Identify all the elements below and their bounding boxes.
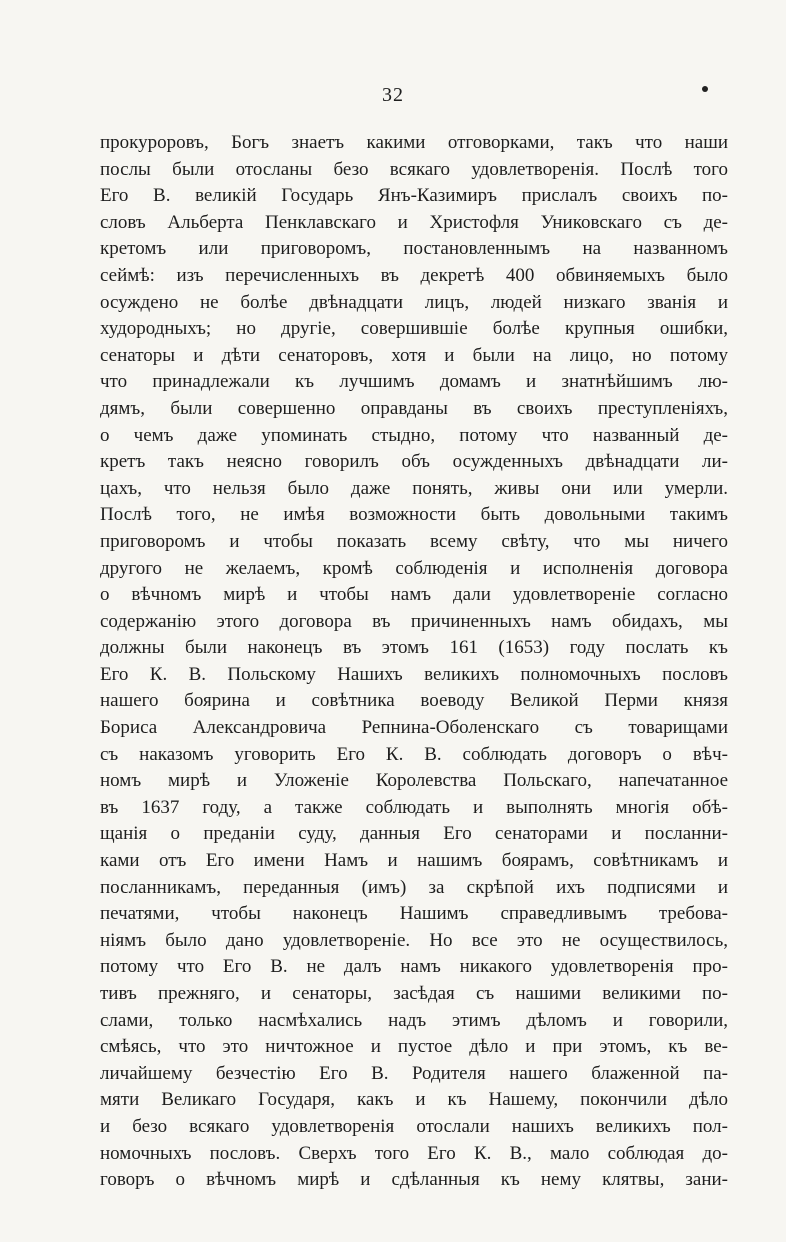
- text-line: другого не желаемъ, кромѣ соблюденія и исполненія договора: [100, 557, 728, 579]
- text-line: содержанію этого договора въ причиненныхъ намъ обидахъ, мы: [100, 610, 728, 632]
- text-line: щанія о преданіи суду, данныя Его сенаторами и посланни-: [100, 823, 728, 845]
- text-line: печатями, чтобы наконецъ Нашимъ справедливымъ требова-: [100, 903, 728, 925]
- text-line: посланникамъ, переданныя (имъ) за скрѣпой ихъ подписями и: [100, 876, 728, 898]
- body-text: [100, 130, 728, 1194]
- text-line: должны были наконецъ въ этомъ 161 (1653) году послать къ: [100, 637, 728, 659]
- text-line: сеймѣ: изъ перечисленныхъ въ декретѣ 400 обвиняемыхъ было: [100, 264, 728, 286]
- text-line: кретомъ или приговоромъ, постановленнымъ на названномъ: [100, 238, 728, 260]
- text-line: цахъ, что нельзя было даже понять, живы они или умерли.: [100, 477, 728, 499]
- text-line: слами, только насмѣхались надъ этимъ дѣломъ и говорили,: [100, 1009, 728, 1031]
- text-line: осуждено не болѣе двѣнадцати лицъ, людей низкаго званія и: [100, 291, 728, 313]
- text-line: нашего боярина и совѣтника воеводу Великой Перми князя: [100, 690, 728, 712]
- text-line: потому что Его В. не далъ намъ никакого удовлетворенія про-: [100, 956, 728, 978]
- text-line: кретъ такъ неясно говорилъ объ осужденныхъ двѣнадцати ли-: [100, 451, 728, 473]
- text-line: прокуроровъ, Богъ знаетъ какими отговорками, такъ что наши: [100, 132, 728, 153]
- text-line: о чемъ даже упоминать стыдно, потому что названный де-: [100, 424, 728, 446]
- text-line: въ 1637 году, а также соблюдать и выполнять многія обѣ-: [100, 796, 728, 818]
- text-line: и безо всякаго удовлетворенія отослали нашихъ великихъ пол-: [100, 1115, 728, 1137]
- text-line: мяти Великаго Государя, какъ и къ Нашему, покончили дѣло: [100, 1089, 728, 1111]
- text-line: личайшему безчестію Его В. Родителя нашего блаженной па-: [100, 1062, 728, 1084]
- text-line: что принадлежали къ лучшимъ домамъ и знатнѣйшимъ лю-: [100, 371, 728, 393]
- page-number: 32: [382, 84, 404, 106]
- text-line: говоръ о вѣчномъ мирѣ и сдѣланныя къ нему клятвы, зани-: [100, 1169, 728, 1191]
- text-line: дямъ, были совершенно оправданы въ своихъ преступленіяхъ,: [100, 397, 728, 419]
- text-line: смѣясь, что это ничтожное и пустое дѣло и при этомъ, къ ве-: [100, 1036, 728, 1058]
- text-line: Бориса Александровича Репнина-Оболенскаго съ товарищами: [100, 717, 728, 739]
- text-line: Его В. великій Государь Янъ-Казимиръ прислалъ своихъ по-: [100, 185, 728, 207]
- text-line: приговоромъ и чтобы показать всему свѣту, что мы ничего: [100, 530, 728, 552]
- text-line: сенаторы и дѣти сенаторовъ, хотя и были на лицо, но потому: [100, 344, 728, 366]
- text-line: тивъ прежняго, и сенаторы, засѣдая съ нашими великими по-: [100, 983, 728, 1004]
- text-line: словъ Альберта Пенклавскаго и Христофля Униковскаго съ де-: [100, 211, 728, 233]
- text-line: съ наказомъ уговорить Его К. В. соблюдать договоръ о вѣч-: [100, 743, 728, 765]
- text-line: Его К. В. Польскому Нашихъ великихъ полномочныхъ пословъ: [100, 663, 728, 685]
- ink-dot: [702, 86, 708, 92]
- text-line: худородныхъ; но другіе, совершившіе болѣе крупныя ошибки,: [100, 318, 728, 340]
- text-line: ніямъ было дано удовлетвореніе. Но все это не осуществилось,: [100, 929, 728, 951]
- text-line: номъ мирѣ и Уложеніе Королевства Польскаго, напечатанное: [100, 770, 728, 792]
- text-line: Послѣ того, не имѣя возможности быть довольными такимъ: [100, 504, 728, 526]
- text-line: о вѣчномъ мирѣ и чтобы намъ дали удовлетвореніе согласно: [100, 584, 728, 606]
- text-line: послы были отосланы безо всякаго удовлетворенія. Послѣ того: [100, 158, 728, 180]
- text-line: номочныхъ пословъ. Сверхъ того Его К. В., мало соблюдая до-: [100, 1142, 728, 1164]
- text-line: ками отъ Его имени Намъ и нашимъ боярамъ, совѣтникамъ и: [100, 850, 728, 872]
